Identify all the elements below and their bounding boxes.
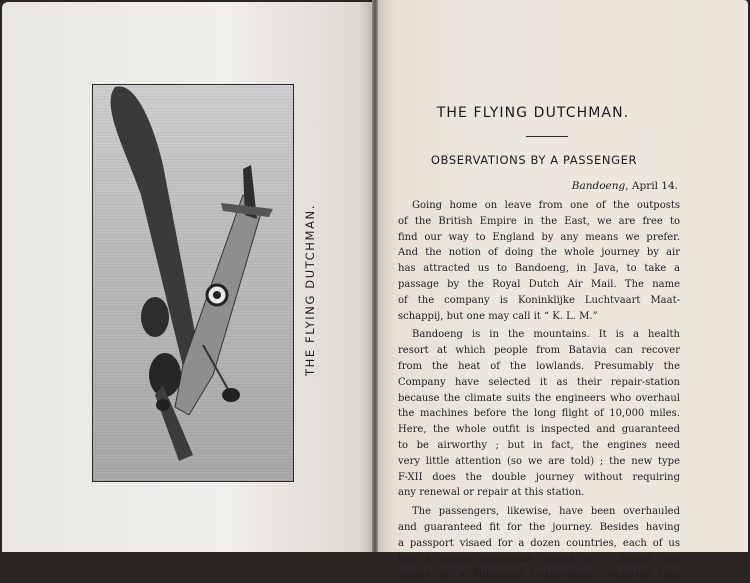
text-line: very little attention (so we are told) ; the new type — [398, 455, 680, 467]
text-line: Company have selected it as their repair-station — [398, 376, 680, 388]
text-line: has attracted us to Bandoeng, in Java, to take a — [398, 263, 680, 275]
text-line: has a health certificate signed by a doctor and — [398, 553, 680, 565]
text-line: Going home on leave from one of the outposts — [412, 200, 680, 211]
paragraph-1 — [398, 198, 680, 324]
text-line: the machines before the long flight of 10,000 miles. — [398, 408, 680, 420]
text-line: and guaranteed fit for the journey. Besides having — [398, 521, 680, 533]
text-line: of the British Empire in the East, we are free to — [398, 215, 680, 227]
text-line: F-XII does the double journey without requiring — [398, 471, 680, 483]
text-line: because the climate suits the engineers who overhaul — [398, 392, 680, 404]
landing-gear-wheel — [222, 388, 240, 402]
text-line: Here, the whole outfit is inspected and guaranteed — [398, 424, 680, 436]
text-line: And the notion of doing the whole journey by air — [398, 247, 680, 259]
dateline-date: , April 14. — [625, 180, 678, 192]
aircraft-photo — [92, 84, 294, 482]
engine-left — [141, 297, 169, 337]
dateline — [560, 180, 678, 192]
dateline-place: Bandoeng — [571, 180, 626, 192]
book-gutter — [372, 0, 378, 552]
landing-gear-wheel-front — [156, 399, 170, 411]
page-title: THE FLYING DUTCHMAN. — [436, 105, 630, 121]
text-line: find our way to England by any means we prefer. — [398, 231, 680, 243]
text-line: any renewal or repair at this station. — [398, 487, 585, 499]
text-line: to be airworthy ; but in fact, the engines need — [398, 439, 680, 451]
text-line: a passport visaed for a dozen countries, each of us — [398, 537, 680, 549]
text-line: schappij, but one may call it “ K. L. M.” — [398, 310, 598, 322]
title-divider — [526, 136, 568, 137]
text-line: resort at which people from Batavia can recover — [398, 345, 680, 357]
page-subtitle: OBSERVATIONS BY A PASSENGER — [430, 153, 638, 167]
text-line: of the company is Koninklijke Luchtvaart Maat- — [398, 294, 680, 306]
aircraft-illustration — [93, 85, 293, 481]
body-text — [398, 198, 680, 583]
text-line: passage by the Royal Dutch Air Mail. The name — [398, 278, 680, 290]
text-line: sealed by a Municipal Corporation, declaring that — [398, 569, 680, 581]
paragraph-2 — [398, 327, 680, 501]
paragraph-3 — [398, 504, 680, 583]
vertical-caption: THE FLYING DUTCHMAN. — [303, 203, 317, 377]
text-line: The passengers, likewise, have been overhauled — [412, 506, 680, 518]
text-line: Bandoeng is in the mountains. It is a health — [412, 329, 680, 341]
aircraft-roundel-center — [213, 291, 221, 299]
text-line: from the heat of the lowlands. Presumably the — [398, 360, 680, 372]
